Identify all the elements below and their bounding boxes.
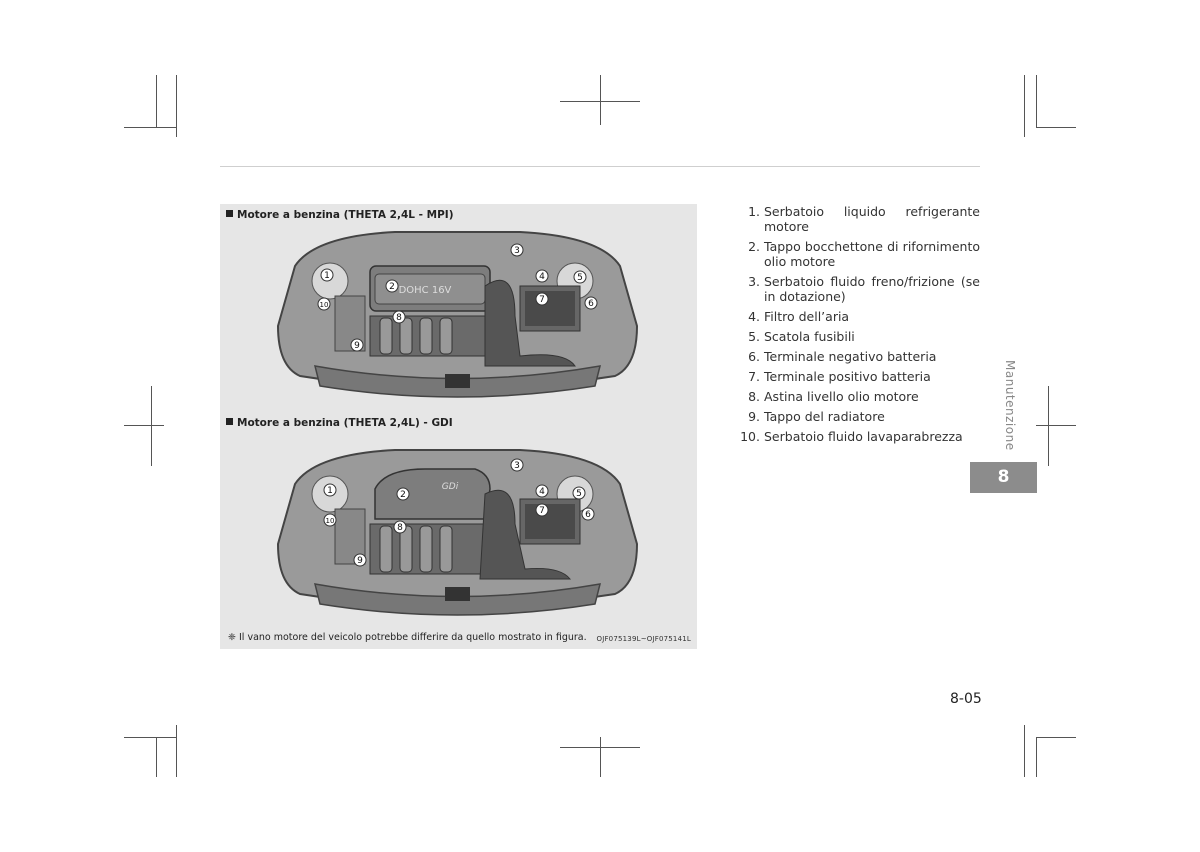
list-item: 3. Serbatoio fluido freno/frizione (se in dotazione): [748, 274, 980, 304]
list-item: 8. Astina livello olio motore: [748, 389, 919, 404]
list-item: 1. Serbatoio liquido refrigerante motore: [748, 204, 980, 234]
engine-figure: [220, 204, 697, 649]
list-item: 7. Terminale positivo batteria: [748, 369, 931, 384]
engine-bay-mpi-image: [275, 226, 640, 406]
callout-10: 10: [325, 517, 335, 525]
callout-2: 2: [389, 282, 395, 292]
figure-title-gdi: Motore a benzina (THETA 2,4L) - GDI: [226, 417, 453, 429]
list-item: 2. Tappo bocchettone di rifornimento olio motore: [748, 239, 980, 269]
callout-2: 2: [400, 490, 406, 500]
callout-1: 1: [324, 271, 330, 281]
callout-1: 1: [327, 486, 333, 496]
chapter-tab: 8: [970, 462, 1037, 493]
list-item: 4. Filtro dell’aria: [748, 309, 850, 324]
bullet-square-icon: [226, 418, 233, 425]
engine-bay-gdi-image: [275, 444, 640, 624]
bullet-square-icon: [226, 210, 233, 217]
header-rule: [220, 166, 980, 167]
figure-note: ❈ Il vano motore del veicolo potrebbe differire da quello mostrato in figura.: [228, 632, 587, 643]
list-item: 9. Tappo del radiatore: [748, 409, 885, 424]
callout-9: 9: [357, 556, 363, 566]
engine-cover-label: GDi: [441, 482, 459, 492]
callout-4: 4: [539, 272, 545, 282]
callout-7: 7: [539, 506, 545, 516]
callout-7: 7: [539, 295, 545, 305]
section-side-label: Manutenzione: [1003, 360, 1017, 451]
callout-6: 6: [588, 299, 594, 309]
list-item: 5. Scatola fusibili: [748, 329, 855, 344]
callout-4: 4: [539, 487, 545, 497]
callout-3: 3: [514, 246, 520, 256]
callout-3: 3: [514, 461, 520, 471]
callout-5: 5: [577, 273, 583, 283]
figure-code: OJF075139L~OJF075141L: [596, 635, 691, 643]
list-item: 10. Serbatoio fluido lavaparabrezza: [740, 429, 963, 444]
component-list: [740, 204, 980, 449]
callout-5: 5: [576, 489, 582, 499]
list-item: 6. Terminale negativo batteria: [748, 349, 937, 364]
callout-8: 8: [396, 313, 402, 323]
callout-10: 10: [319, 301, 329, 309]
callout-6: 6: [585, 510, 591, 520]
engine-cover-label: DOHC 16V: [398, 285, 452, 296]
callout-9: 9: [354, 341, 360, 351]
figure-title-mpi: Motore a benzina (THETA 2,4L - MPI): [226, 209, 454, 221]
callout-8: 8: [397, 523, 403, 533]
page-number: 8-05: [950, 691, 982, 707]
